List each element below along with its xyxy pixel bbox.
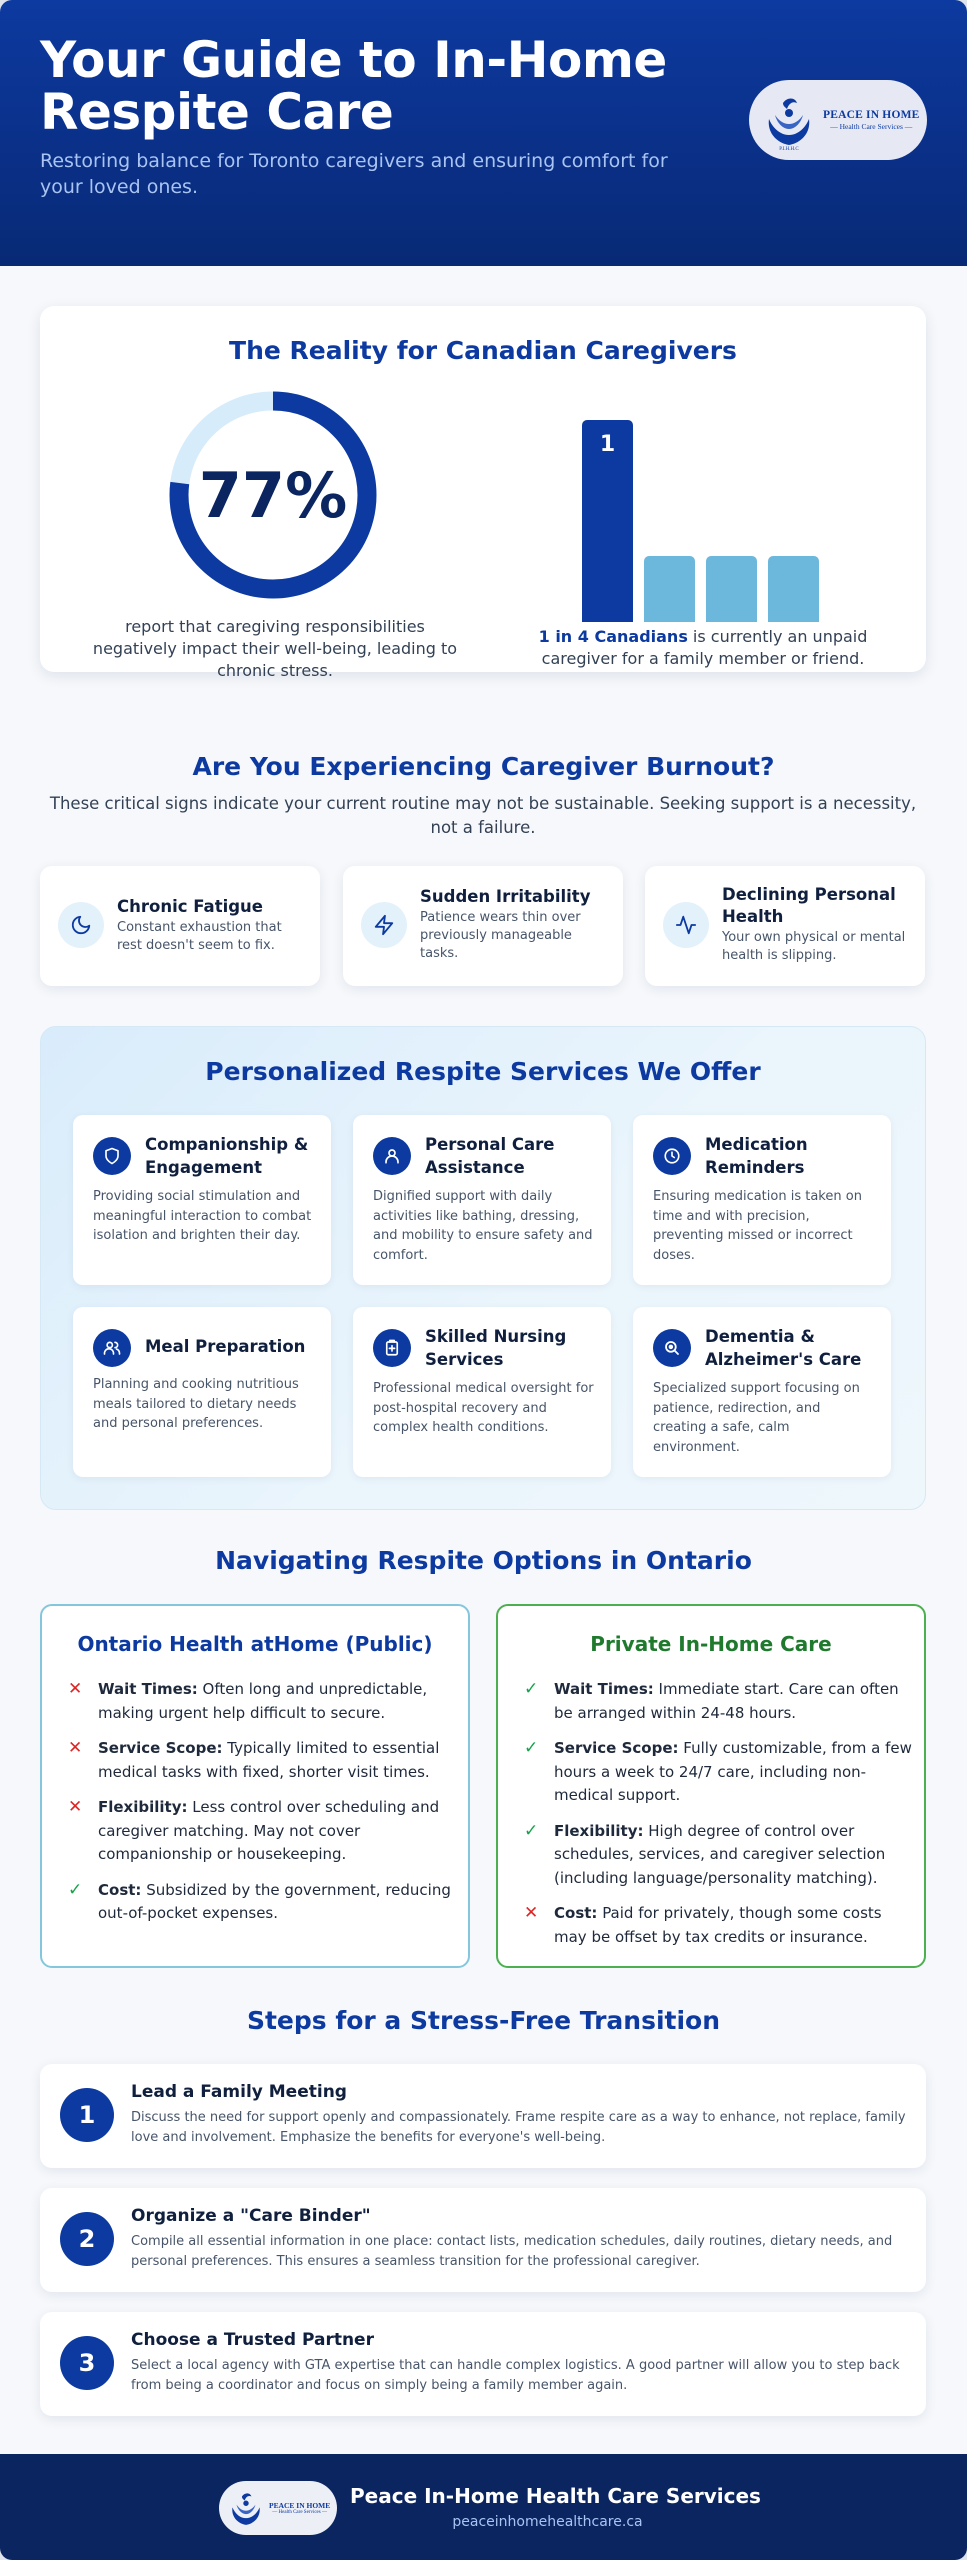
footer-logo-tagline: — Health Care Services —: [272, 2510, 327, 2515]
caregiver-bar-figure: [582, 406, 822, 622]
service-card-dementia: [633, 1307, 891, 1477]
footer-website-link[interactable]: peaceinhomehealthcare.ca: [452, 2514, 643, 2530]
sign-desc: Your own physical or mental health is slipping.: [722, 930, 906, 963]
step-card-3: [40, 2312, 926, 2416]
service-title: Skilled Nursing Services: [425, 1327, 567, 1369]
header: [0, 0, 967, 266]
x-mark-icon: ✕: [68, 1797, 83, 1817]
step-number: 1: [60, 2088, 114, 2142]
x-mark-icon: ✕: [68, 1738, 83, 1758]
public-care-card: [40, 1604, 470, 1968]
private-care-card: [496, 1604, 926, 1968]
private-care-item: ✓ Service Scope: Fully customizable, from a few hours a week to 24/7 care, including non-medical support.: [524, 1738, 912, 1804]
private-care-list: [524, 1678, 912, 1961]
service-desc: Specialized support focusing on patience, redirection, and creating a safe, calm environment.: [653, 1381, 860, 1455]
step-card-2: [40, 2188, 926, 2292]
stat-donut: [168, 390, 378, 600]
public-care-item: ✓ Cost: Subsidized by the government, reducing out-of-pocket expenses.: [68, 1879, 451, 1922]
users-icon: [93, 1329, 131, 1367]
shield-icon: [93, 1137, 131, 1175]
footer-logo-text: PEACE IN HOME: [269, 2501, 331, 2510]
bar: [768, 556, 819, 622]
check-icon: ✓: [68, 1879, 83, 1900]
check-icon: ✓: [524, 1679, 539, 1699]
footer: [0, 2454, 967, 2560]
bar-label: 1: [599, 432, 616, 457]
footer-logo[interactable]: [219, 2481, 337, 2535]
burnout-subtitle: These critical signs indicate your current routine may not be sustainable. Seeking support is a necessity, not a failure.: [49, 794, 917, 837]
bar: [706, 556, 757, 622]
service-desc: Professional medical oversight for post-hospital recovery and complex health conditions.: [373, 1381, 594, 1435]
service-card-personal-care: [353, 1115, 611, 1285]
bar-caption: [520, 626, 886, 670]
step-title: Choose a Trusted Partner: [131, 2330, 374, 2350]
sign-card-sudden-irritability: [343, 866, 623, 986]
service-title: Personal Care Assistance: [425, 1135, 555, 1177]
step-title: Lead a Family Meeting: [131, 2082, 347, 2102]
service-card-meal-prep: [73, 1307, 331, 1477]
bar-caption-text: is currently an unpaid caregiver for a family member or friend.: [541, 627, 868, 668]
service-desc: Ensuring medication is taken on time and with precision, preventing missed or incorrect doses.: [653, 1189, 862, 1263]
lightning-icon: [361, 902, 407, 948]
service-card-companionship: [73, 1115, 331, 1285]
clock-icon: [653, 1137, 691, 1175]
services-title: Personalized Respite Services We Offer: [205, 1057, 761, 1086]
logo-text: PEACE IN HOME: [823, 109, 920, 121]
sign-card-declining-health: [645, 866, 925, 986]
pulse-icon: [663, 902, 709, 948]
private-care-item: ✓ Flexibility: High degree of control over schedules, services, and caregiver selection (including language/personality matching).: [524, 1820, 886, 1887]
options-title: Navigating Respite Options in Ontario: [215, 1546, 752, 1575]
step-number: 2: [60, 2212, 114, 2266]
service-desc: Providing social stimulation and meaningful interaction to combat isolation and brighten their day.: [93, 1189, 312, 1243]
search-icon: [653, 1329, 691, 1367]
step-card-1: [40, 2064, 926, 2168]
service-title: Companionship & Engagement: [145, 1135, 309, 1177]
service-desc: Planning and cooking nutritious meals tailored to dietary needs and personal preferences.: [93, 1377, 299, 1431]
step-desc: Select a local agency with GTA expertise that can handle complex logistics. A good partner will allow you to step back from being a coordinator and focus on simply being a family member again.: [131, 2358, 900, 2393]
page-title: Your Guide to In-Home Respite Care: [40, 31, 667, 141]
sign-card-chronic-fatigue: [40, 866, 320, 986]
sign-title: Chronic Fatigue: [117, 897, 263, 916]
sign-title: Declining Personal Health: [722, 885, 896, 926]
brand-logo[interactable]: [749, 80, 927, 160]
stat-caption: report that caregiving responsibilities negatively impact their well-being, leading to chronic stress.: [92, 617, 458, 680]
svg-text:P.I.H.H.C: P.I.H.H.C: [779, 147, 799, 151]
step-desc: Compile all essential information in one place: contact lists, medication schedules, daily routines, dietary needs, and personal preferences. This ensures a seamless transition for the professional caregiver.: [131, 2234, 893, 2269]
steps-title: Steps for a Stress-Free Transition: [246, 2006, 721, 2035]
public-care-item: ✕ Flexibility: Less control over scheduling and caregiver matching. May not cover companionship or housekeeping.: [68, 1797, 440, 1863]
x-mark-icon: ✕: [68, 1679, 83, 1699]
moon-icon: [58, 902, 104, 948]
bar: [644, 556, 695, 622]
sign-desc: Patience wears thin over previously manageable tasks.: [420, 910, 581, 961]
step-desc: Discuss the need for support openly and compassionately. Frame respite care as a way to enhance, not replace, family love and involvement. Emphasize the benefits for everyone's well-being.: [131, 2110, 906, 2145]
page-subtitle: Restoring balance for Toronto caregivers and ensuring comfort for your loved ones.: [40, 150, 668, 198]
hands-dove-icon: [761, 89, 817, 151]
service-desc: Dignified support with daily activities like bathing, dressing, and mobility to ensure safety and comfort.: [373, 1189, 593, 1263]
sign-desc: Constant exhaustion that rest doesn't seem to fix.: [117, 920, 282, 953]
service-title: Medication Reminders: [705, 1135, 808, 1177]
hands-dove-icon: [227, 2487, 265, 2529]
check-icon: ✓: [524, 1820, 539, 1841]
bar-caption-highlight: 1 in 4 Canadians: [538, 627, 688, 646]
x-mark-icon: ✕: [524, 1903, 539, 1923]
reality-title: The Reality for Canadian Caregivers: [229, 336, 737, 365]
check-icon: ✓: [524, 1738, 539, 1758]
service-card-skilled-nursing: [353, 1307, 611, 1477]
private-care-title: Private In-Home Care: [590, 1632, 832, 1656]
reality-card: [40, 306, 926, 680]
public-care-item: ✕ Service Scope: Typically limited to essential medical tasks with fixed, shorter visit times.: [68, 1738, 440, 1781]
medical-kit-icon: [373, 1329, 411, 1367]
stat-value: 77%: [198, 458, 348, 532]
sign-title: Sudden Irritability: [420, 887, 591, 906]
public-care-title: Ontario Health atHome (Public): [77, 1632, 433, 1656]
service-title: Meal Preparation: [145, 1337, 306, 1356]
private-care-item: ✓ Wait Times: Immediate start. Care can often be arranged within 24-48 hours.: [524, 1679, 899, 1722]
step-title: Organize a "Care Binder": [131, 2206, 371, 2226]
burnout-title: Are You Experiencing Caregiver Burnout?: [192, 752, 775, 781]
service-title: Dementia & Alzheimer's Care: [705, 1327, 862, 1369]
services-panel: [40, 1026, 926, 1510]
public-care-list: [68, 1678, 456, 1938]
footer-company-name: Peace In-Home Health Care Services: [350, 2484, 761, 2508]
bar-highlighted: [582, 420, 633, 622]
logo-tagline: — Health Care Services —: [830, 122, 913, 131]
public-care-item: ✕ Wait Times: Often long and unpredictable, making urgent help difficult to secure.: [68, 1679, 428, 1722]
private-care-item: ✕ Cost: Paid for privately, though some costs may be offset by tax credits or insurance.: [524, 1903, 882, 1946]
user-icon: [373, 1137, 411, 1175]
step-number: 3: [60, 2336, 114, 2390]
service-card-medication: [633, 1115, 891, 1285]
